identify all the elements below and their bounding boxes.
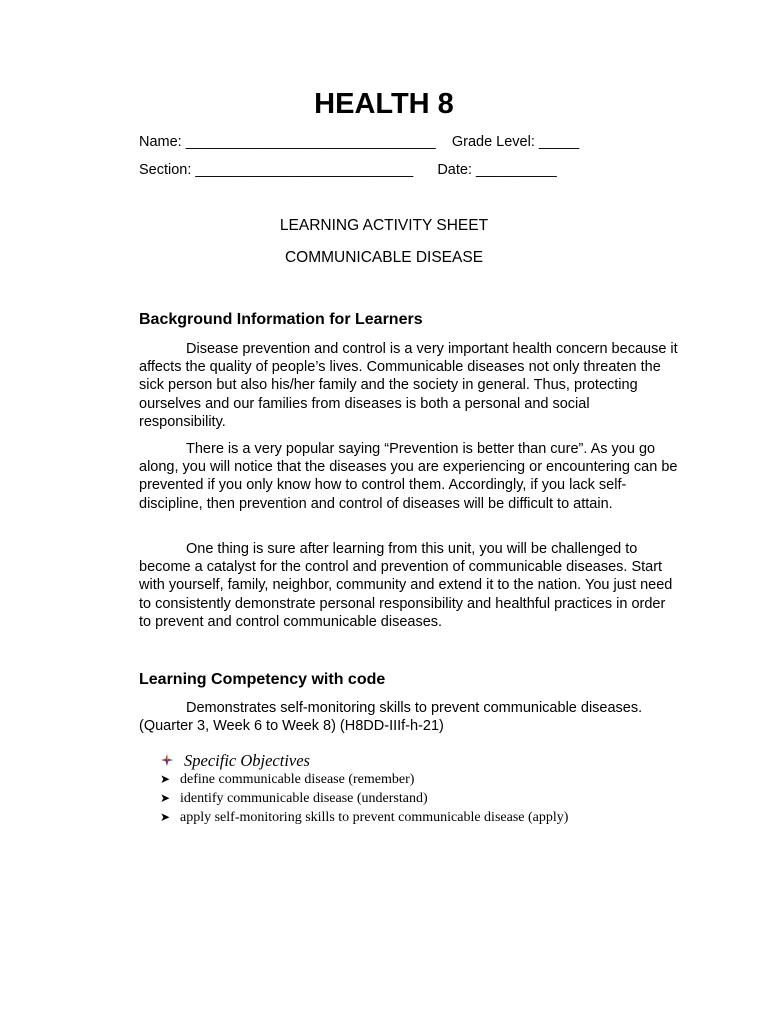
name-grade-line: Name: _______________________________ Grade Level: _____ — [139, 134, 580, 150]
page-title: HEALTH 8 — [314, 88, 454, 120]
background-paragraph-2: There is a very popular saying “Prevention is better than cure”. As you go along, you will notice that the diseases you are experiencing or encountering can be prevented if you only know how to control them. Accordingly, if you lack self-discipline, then prevention and control of diseases will be difficult to attain. — [139, 441, 678, 512]
activity-sheet-heading: LEARNING ACTIVITY SHEET — [279, 217, 489, 234]
background-heading: Background Information for Learners — [139, 311, 423, 328]
objectives-heading-text: Specific Objectives — [184, 751, 310, 770]
background-paragraph-1: Disease prevention and control is a very important health concern because it affects the quality of people’s lives. Communicable diseases not only threaten the sick person but also his/her family and the society in general. Thus, protecting ourselves and our families from diseases is both a personal and social responsibility. — [139, 341, 678, 430]
four-point-star-bullet-icon — [160, 752, 174, 766]
specific-objectives-heading — [160, 751, 310, 771]
topic-heading: COMMUNICABLE DISEASE — [284, 249, 484, 266]
background-paragraph-3: One thing is sure after learning from this unit, you will be challenged to become a catalyst for the control and prevention of communicable diseases. Start with yourself, family, neighbor, community and extend it to the nation. You just need to consistently demonstrate personal responsibility and healthful practices in order to prevent and control communicable diseases. — [139, 541, 673, 630]
arrow-bullet-icon: ➤ — [160, 791, 171, 805]
arrow-bullet-icon: ➤ — [160, 810, 171, 824]
list-item: ➤ apply self-monitoring skills to prevent communicable disease (apply) — [160, 810, 569, 825]
list-item: ➤ identify communicable disease (understand) — [160, 791, 428, 806]
list-item: ➤ define communicable disease (remember) — [160, 772, 415, 787]
competency-text: Demonstrates self-monitoring skills to prevent communicable diseases. (Quarter 3, Week 6 to Week 8) (H8DD-IIIf-h-21) — [139, 700, 643, 735]
section-date-line: Section: ___________________________ Date: __________ — [139, 162, 557, 178]
objectives-list — [160, 770, 568, 827]
competency-heading: Learning Competency with code — [139, 671, 386, 688]
arrow-bullet-icon: ➤ — [160, 772, 171, 786]
